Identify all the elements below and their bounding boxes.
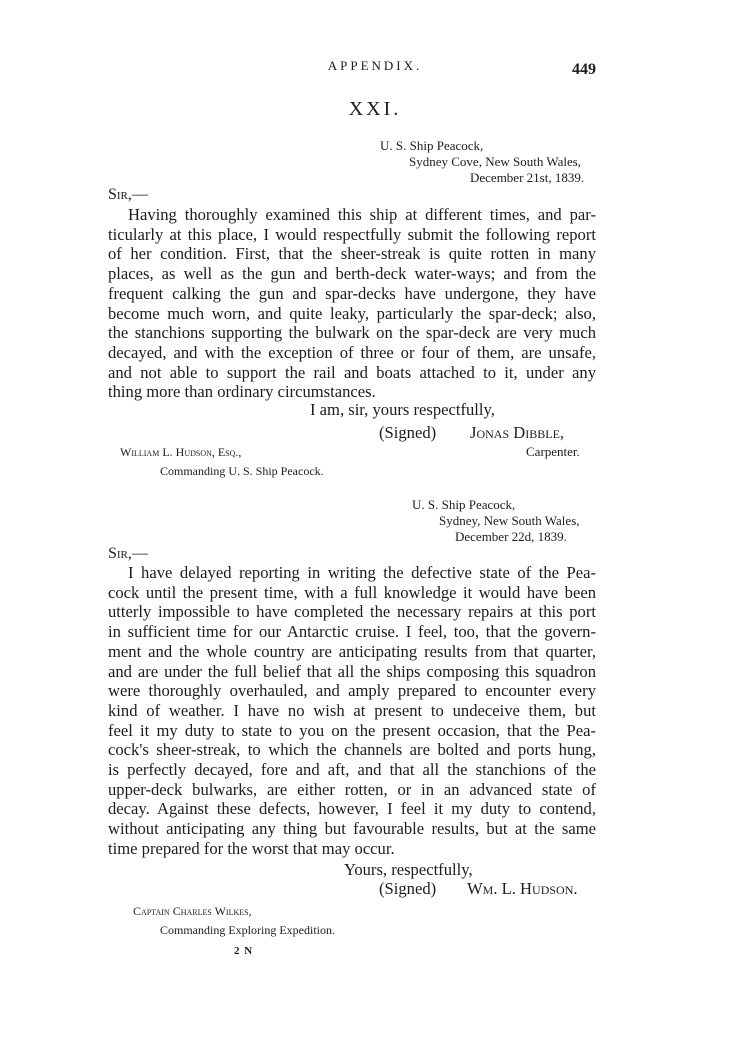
dateline-line: U. S. Ship Peacock, bbox=[412, 497, 516, 512]
signed-label: (Signed) bbox=[379, 879, 437, 898]
letter2-body bbox=[108, 563, 596, 859]
text-line: places, as well as the gun and berth-deck water-ways; and from the bbox=[108, 264, 596, 284]
addressee-name: Captain Charles Wilkes, bbox=[133, 904, 252, 918]
text-line: of her condition. First, that the sheer-streak is quite rotten in many bbox=[108, 244, 596, 264]
letter2-closing: Yours, respectfully, bbox=[344, 860, 473, 879]
text-line: in sufficient time for our Antarctic cruise. I feel, too, that the govern- bbox=[108, 622, 596, 642]
letter2-addressee bbox=[133, 902, 335, 940]
addressee-title: Commanding U. S. Ship Peacock. bbox=[160, 464, 324, 478]
text-line: the stanchions supporting the bulwark on the spar-deck are very much bbox=[108, 323, 596, 343]
text-line: ticularly at this place, I would respectfully submit the following report bbox=[108, 224, 596, 244]
letter2-signed bbox=[379, 879, 436, 899]
letter2-salutation: Sir,— bbox=[108, 545, 148, 562]
text-line: ment and the whole country are anticipating results from that quarter, bbox=[108, 641, 596, 661]
dateline-line: December 21st, 1839. bbox=[470, 170, 585, 185]
text-line: Having thoroughly examined this ship at different times, and par- bbox=[128, 205, 596, 224]
text-line: frequent calking the gun and spar-decks have undergone, they have bbox=[108, 283, 596, 303]
printer-signature-mark: 2 N bbox=[234, 945, 254, 957]
letter2-dateline bbox=[0, 497, 750, 545]
text-line: thing more than ordinary circumstances. bbox=[108, 382, 376, 402]
dateline-line: U. S. Ship Peacock, bbox=[380, 138, 484, 153]
text-line: kind of weather. I have no wish at present to undeceive them, but bbox=[108, 700, 596, 720]
letter2-signer bbox=[467, 879, 578, 899]
text-line: decayed, and with the exception of three or four of them, are unsafe, bbox=[108, 342, 596, 362]
letter1-signed bbox=[379, 423, 436, 443]
text-line: is perfectly decayed, fore and aft, and that all the stanchions of the bbox=[108, 760, 596, 780]
letter1-signer-title: Carpenter. bbox=[526, 444, 580, 459]
text-line: were thoroughly overhauled, and amply prepared to encounter every bbox=[108, 681, 596, 701]
letter1-salutation: Sir,— bbox=[108, 186, 148, 203]
running-head: APPENDIX. bbox=[327, 58, 423, 73]
letter1-addressee bbox=[120, 443, 324, 481]
dateline-line: December 22d, 1839. bbox=[455, 529, 567, 544]
section-number: XXI. bbox=[348, 98, 402, 120]
addressee-title: Commanding Exploring Expedition. bbox=[160, 923, 335, 937]
text-line: without anticipating any thing but favourable results, but at the same bbox=[108, 819, 596, 839]
letter1-dateline bbox=[0, 138, 750, 186]
text-line: upper-deck bulwarks, are either rotten, or in an advanced state of bbox=[108, 779, 596, 799]
text-line: time prepared for the worst that may occur. bbox=[108, 838, 395, 858]
dateline-line: Sydney, New South Wales, bbox=[439, 513, 580, 528]
letter1-closing: I am, sir, yours respectfully, bbox=[310, 400, 495, 419]
text-line: decay. Against these defects, however, I feel it my duty to contend, bbox=[108, 799, 596, 819]
text-line: I have delayed reporting in writing the defective state of the Pea- bbox=[128, 563, 596, 582]
dateline-line: Sydney Cove, New South Wales, bbox=[409, 154, 582, 169]
text-line: and not able to support the rail and boats attached to it, under any bbox=[108, 362, 596, 382]
text-line: feel it my duty to state to you on the present occasion, that the Pea- bbox=[108, 720, 596, 740]
signed-label: (Signed) bbox=[379, 423, 437, 442]
text-line: become much worn, and quite leaky, particularly the spar-deck; also, bbox=[108, 303, 596, 323]
signer-name: Wm. L. Hudson. bbox=[467, 879, 578, 898]
text-line: utterly impossible to have completed the necessary repairs at this port bbox=[108, 602, 596, 622]
text-line: cock until the present time, with a full knowledge it would have been bbox=[108, 582, 596, 602]
page-number: 449 bbox=[572, 61, 596, 78]
addressee-name: William L. Hudson, Esq., bbox=[120, 445, 242, 459]
signer-name: Jonas Dibble, bbox=[470, 423, 565, 442]
letter1-signer bbox=[470, 423, 564, 443]
text-line: cock's sheer-streak, to which the channels are bolted and ports hung, bbox=[108, 740, 596, 760]
text-line: and are under the full belief that all the ships composing this squadron bbox=[108, 661, 596, 681]
letter1-body bbox=[108, 205, 596, 402]
